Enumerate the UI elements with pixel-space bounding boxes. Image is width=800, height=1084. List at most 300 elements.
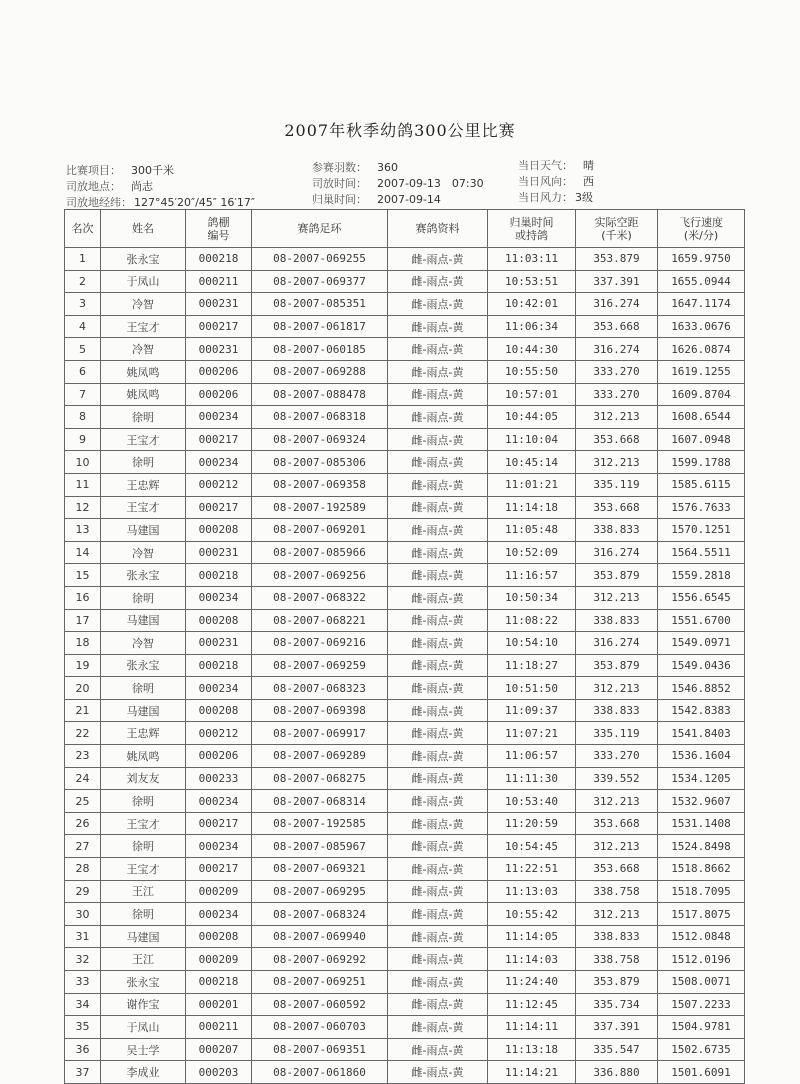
cell-rank: 19 — [65, 654, 101, 677]
cell-name: 王忠辉 — [101, 722, 186, 745]
table-row — [65, 315, 745, 338]
table-row — [65, 677, 745, 700]
cell-ring: 08-2007-069255 — [252, 248, 388, 271]
cell-time: 11:20:59 — [488, 812, 576, 835]
cell-distance: 353.668 — [576, 315, 658, 338]
cell-info: 雌-雨点-黄 — [388, 1038, 488, 1061]
cell-distance: 312.213 — [576, 586, 658, 609]
cell-rank: 37 — [65, 1061, 101, 1084]
cell-rank: 28 — [65, 858, 101, 881]
cell-distance: 335.119 — [576, 473, 658, 496]
cell-info: 雌-雨点-黄 — [388, 383, 488, 406]
table-row — [65, 767, 745, 790]
cell-time: 11:14:11 — [488, 1016, 576, 1039]
cell-name: 王宝才 — [101, 315, 186, 338]
cell-id: 000234 — [186, 903, 252, 926]
wind-force-label: 当日风力： — [518, 191, 573, 204]
cell-speed: 1512.0848 — [658, 925, 745, 948]
cell-speed: 1659.9750 — [658, 248, 745, 271]
cell-time: 11:24:40 — [488, 971, 576, 994]
cell-distance: 312.213 — [576, 903, 658, 926]
cell-id: 000203 — [186, 1061, 252, 1084]
weather-value: 晴 — [583, 159, 594, 172]
cell-info: 雌-雨点-黄 — [388, 564, 488, 587]
cell-name: 徐明 — [101, 790, 186, 813]
table-row — [65, 790, 745, 813]
event-label: 比赛项目： — [66, 164, 121, 177]
cell-distance: 339.552 — [576, 767, 658, 790]
cell-ring: 08-2007-069251 — [252, 971, 388, 994]
table-row — [65, 451, 745, 474]
cell-id: 000211 — [186, 1016, 252, 1039]
cell-speed: 1536.1604 — [658, 745, 745, 768]
table-row — [65, 722, 745, 745]
cell-info: 雌-雨点-黄 — [388, 677, 488, 700]
cell-name: 王宝才 — [101, 496, 186, 519]
table-row — [65, 360, 745, 383]
header-time: 归巢时间 或持鸽 — [488, 210, 576, 248]
cell-ring: 08-2007-069917 — [252, 722, 388, 745]
cell-ring: 08-2007-069321 — [252, 858, 388, 881]
cell-info: 雌-雨点-黄 — [388, 812, 488, 835]
cell-id: 000231 — [186, 338, 252, 361]
cell-rank: 34 — [65, 993, 101, 1016]
cell-rank: 18 — [65, 632, 101, 655]
cell-rank: 17 — [65, 609, 101, 632]
cell-distance: 338.833 — [576, 609, 658, 632]
cell-rank: 11 — [65, 473, 101, 496]
cell-speed: 1608.6544 — [658, 406, 745, 429]
table-row — [65, 858, 745, 881]
cell-distance: 338.833 — [576, 925, 658, 948]
cell-id: 000208 — [186, 699, 252, 722]
cell-id: 000208 — [186, 609, 252, 632]
cell-time: 11:18:27 — [488, 654, 576, 677]
cell-ring: 08-2007-069289 — [252, 745, 388, 768]
return-time-info — [312, 191, 441, 207]
header-rank: 名次 — [65, 210, 101, 248]
cell-info: 雌-雨点-黄 — [388, 360, 488, 383]
cell-info: 雌-雨点-黄 — [388, 609, 488, 632]
cell-name: 张永宝 — [101, 654, 186, 677]
cell-speed: 1576.7633 — [658, 496, 745, 519]
cell-distance: 335.734 — [576, 993, 658, 1016]
cell-id: 000218 — [186, 248, 252, 271]
cell-ring: 08-2007-085306 — [252, 451, 388, 474]
cell-time: 10:55:50 — [488, 360, 576, 383]
cell-distance: 338.833 — [576, 699, 658, 722]
cell-info: 雌-雨点-黄 — [388, 541, 488, 564]
cell-name: 徐明 — [101, 586, 186, 609]
cell-rank: 21 — [65, 699, 101, 722]
cell-time: 10:53:40 — [488, 790, 576, 813]
cell-ring: 08-2007-069292 — [252, 948, 388, 971]
table-row — [65, 383, 745, 406]
cell-distance: 353.879 — [576, 654, 658, 677]
cell-name: 李成业 — [101, 1061, 186, 1084]
cell-speed: 1517.8075 — [658, 903, 745, 926]
table-row — [65, 248, 745, 271]
cell-distance: 337.391 — [576, 1016, 658, 1039]
cell-name: 吴士学 — [101, 1038, 186, 1061]
cell-time: 11:12:45 — [488, 993, 576, 1016]
table-row — [65, 699, 745, 722]
table-row — [65, 903, 745, 926]
cell-distance: 333.270 — [576, 383, 658, 406]
cell-ring: 08-2007-069256 — [252, 564, 388, 587]
cell-rank: 26 — [65, 812, 101, 835]
cell-distance: 353.668 — [576, 858, 658, 881]
cell-info: 雌-雨点-黄 — [388, 496, 488, 519]
cell-info: 雌-雨点-黄 — [388, 745, 488, 768]
cell-time: 11:13:03 — [488, 880, 576, 903]
cell-rank: 7 — [65, 383, 101, 406]
cell-speed: 1507.2233 — [658, 993, 745, 1016]
table-row — [65, 496, 745, 519]
cell-id: 000234 — [186, 406, 252, 429]
cell-name: 王宝才 — [101, 858, 186, 881]
cell-name: 张永宝 — [101, 248, 186, 271]
cell-info: 雌-雨点-黄 — [388, 451, 488, 474]
cell-info: 雌-雨点-黄 — [388, 428, 488, 451]
cell-id: 000209 — [186, 948, 252, 971]
cell-ring: 08-2007-069216 — [252, 632, 388, 655]
cell-info: 雌-雨点-黄 — [388, 971, 488, 994]
cell-time: 11:22:51 — [488, 858, 576, 881]
cell-rank: 12 — [65, 496, 101, 519]
cell-distance: 316.274 — [576, 338, 658, 361]
cell-speed: 1532.9607 — [658, 790, 745, 813]
cell-speed: 1626.0874 — [658, 338, 745, 361]
table-row — [65, 406, 745, 429]
cell-info: 雌-雨点-黄 — [388, 315, 488, 338]
entries-value: 360 — [377, 161, 398, 174]
table-row — [65, 564, 745, 587]
cell-ring: 08-2007-060185 — [252, 338, 388, 361]
cell-info: 雌-雨点-黄 — [388, 948, 488, 971]
cell-speed: 1546.8852 — [658, 677, 745, 700]
event-value: 300千米 — [131, 164, 174, 177]
table-row — [65, 971, 745, 994]
table-row — [65, 745, 745, 768]
cell-id: 000218 — [186, 654, 252, 677]
cell-speed: 1541.8403 — [658, 722, 745, 745]
cell-distance: 312.213 — [576, 790, 658, 813]
cell-name: 王江 — [101, 880, 186, 903]
cell-time: 11:13:18 — [488, 1038, 576, 1061]
cell-distance: 335.119 — [576, 722, 658, 745]
cell-distance: 338.758 — [576, 948, 658, 971]
cell-time: 11:01:21 — [488, 473, 576, 496]
cell-name: 徐明 — [101, 835, 186, 858]
table-row — [65, 519, 745, 542]
cell-speed: 1502.6735 — [658, 1038, 745, 1061]
wind-direction-value: 西 — [583, 175, 594, 188]
coords-info — [66, 194, 255, 210]
cell-id: 000233 — [186, 767, 252, 790]
cell-time: 11:06:57 — [488, 745, 576, 768]
cell-distance: 312.213 — [576, 677, 658, 700]
cell-rank: 1 — [65, 248, 101, 271]
cell-id: 000206 — [186, 360, 252, 383]
cell-ring: 08-2007-069324 — [252, 428, 388, 451]
cell-info: 雌-雨点-黄 — [388, 654, 488, 677]
cell-distance: 353.668 — [576, 428, 658, 451]
cell-name: 徐明 — [101, 451, 186, 474]
cell-speed: 1508.0071 — [658, 971, 745, 994]
cell-speed: 1559.2818 — [658, 564, 745, 587]
cell-ring: 08-2007-069259 — [252, 654, 388, 677]
cell-time: 10:42:01 — [488, 293, 576, 316]
cell-time: 11:14:03 — [488, 948, 576, 971]
cell-name: 徐明 — [101, 406, 186, 429]
cell-time: 10:44:30 — [488, 338, 576, 361]
cell-info: 雌-雨点-黄 — [388, 473, 488, 496]
cell-id: 000217 — [186, 496, 252, 519]
wind-force-info — [518, 189, 593, 205]
cell-name: 马建国 — [101, 609, 186, 632]
cell-time: 10:44:05 — [488, 406, 576, 429]
cell-distance: 316.274 — [576, 293, 658, 316]
cell-rank: 2 — [65, 270, 101, 293]
cell-id: 000217 — [186, 315, 252, 338]
cell-time: 10:54:45 — [488, 835, 576, 858]
cell-rank: 36 — [65, 1038, 101, 1061]
cell-time: 10:55:42 — [488, 903, 576, 926]
release-time-label: 司放时间： — [312, 177, 367, 190]
cell-id: 000208 — [186, 519, 252, 542]
cell-ring: 08-2007-085351 — [252, 293, 388, 316]
cell-ring: 08-2007-061860 — [252, 1061, 388, 1084]
table-row — [65, 1061, 745, 1084]
cell-name: 马建国 — [101, 925, 186, 948]
cell-ring: 08-2007-069398 — [252, 699, 388, 722]
cell-speed: 1504.9781 — [658, 1016, 745, 1039]
cell-distance: 316.274 — [576, 541, 658, 564]
cell-info: 雌-雨点-黄 — [388, 903, 488, 926]
cell-info: 雌-雨点-黄 — [388, 586, 488, 609]
table-row — [65, 609, 745, 632]
cell-ring: 08-2007-088478 — [252, 383, 388, 406]
table-row — [65, 880, 745, 903]
cell-id: 000207 — [186, 1038, 252, 1061]
cell-speed: 1564.5511 — [658, 541, 745, 564]
wind-force-value: 3级 — [575, 191, 593, 204]
cell-ring: 08-2007-069940 — [252, 925, 388, 948]
cell-name: 冷智 — [101, 338, 186, 361]
cell-speed: 1549.0971 — [658, 632, 745, 655]
cell-ring: 08-2007-069201 — [252, 519, 388, 542]
cell-ring: 08-2007-192589 — [252, 496, 388, 519]
cell-speed: 1619.1255 — [658, 360, 745, 383]
cell-ring: 08-2007-068324 — [252, 903, 388, 926]
cell-rank: 29 — [65, 880, 101, 903]
cell-info: 雌-雨点-黄 — [388, 293, 488, 316]
cell-ring: 08-2007-069288 — [252, 360, 388, 383]
cell-id: 000217 — [186, 812, 252, 835]
cell-distance: 353.668 — [576, 496, 658, 519]
cell-info: 雌-雨点-黄 — [388, 835, 488, 858]
cell-rank: 9 — [65, 428, 101, 451]
cell-name: 于凤山 — [101, 270, 186, 293]
cell-time: 11:05:48 — [488, 519, 576, 542]
entries-info — [312, 159, 398, 175]
cell-time: 11:07:21 — [488, 722, 576, 745]
document-title: 2007年秋季幼鸽300公里比赛 — [284, 121, 516, 140]
cell-info: 雌-雨点-黄 — [388, 767, 488, 790]
cell-ring: 08-2007-192585 — [252, 812, 388, 835]
cell-name: 王江 — [101, 948, 186, 971]
table-row — [65, 1038, 745, 1061]
cell-ring: 08-2007-068323 — [252, 677, 388, 700]
cell-speed: 1655.0944 — [658, 270, 745, 293]
wind-direction-label: 当日风向： — [518, 175, 573, 188]
coords-label: 司放地经纬： — [66, 196, 132, 209]
cell-distance: 312.213 — [576, 835, 658, 858]
cell-ring: 08-2007-068221 — [252, 609, 388, 632]
table-row — [65, 993, 745, 1016]
cell-speed: 1551.6700 — [658, 609, 745, 632]
cell-info: 雌-雨点-黄 — [388, 519, 488, 542]
cell-time: 10:45:14 — [488, 451, 576, 474]
cell-speed: 1556.6545 — [658, 586, 745, 609]
cell-speed: 1524.8498 — [658, 835, 745, 858]
cell-time: 10:57:01 — [488, 383, 576, 406]
cell-name: 张永宝 — [101, 564, 186, 587]
cell-id: 000212 — [186, 722, 252, 745]
cell-distance: 312.213 — [576, 406, 658, 429]
cell-ring: 08-2007-069351 — [252, 1038, 388, 1061]
weather-info — [518, 157, 594, 173]
cell-speed: 1518.7095 — [658, 880, 745, 903]
cell-speed: 1518.8662 — [658, 858, 745, 881]
cell-time: 11:14:18 — [488, 496, 576, 519]
cell-speed: 1633.0676 — [658, 315, 745, 338]
cell-ring: 08-2007-061817 — [252, 315, 388, 338]
cell-id: 000234 — [186, 586, 252, 609]
cell-id: 000234 — [186, 835, 252, 858]
cell-speed: 1585.6115 — [658, 473, 745, 496]
release-time-info — [312, 175, 484, 191]
cell-speed: 1607.0948 — [658, 428, 745, 451]
cell-ring: 08-2007-085966 — [252, 541, 388, 564]
cell-info: 雌-雨点-黄 — [388, 1016, 488, 1039]
cell-time: 11:14:21 — [488, 1061, 576, 1084]
cell-distance: 353.879 — [576, 564, 658, 587]
release-site-label: 司放地点： — [66, 180, 121, 193]
cell-time: 11:09:37 — [488, 699, 576, 722]
cell-rank: 35 — [65, 1016, 101, 1039]
cell-time: 11:14:05 — [488, 925, 576, 948]
header-ring: 赛鸽足环 — [252, 210, 388, 248]
cell-distance: 333.270 — [576, 360, 658, 383]
cell-id: 000231 — [186, 632, 252, 655]
cell-speed: 1542.8383 — [658, 699, 745, 722]
cell-rank: 27 — [65, 835, 101, 858]
cell-id: 000218 — [186, 564, 252, 587]
cell-rank: 30 — [65, 903, 101, 926]
table-row — [65, 925, 745, 948]
cell-rank: 4 — [65, 315, 101, 338]
event-info — [66, 162, 174, 178]
table-row — [65, 270, 745, 293]
cell-distance: 353.879 — [576, 971, 658, 994]
cell-rank: 31 — [65, 925, 101, 948]
table-header-row — [65, 210, 745, 248]
cell-time: 10:51:50 — [488, 677, 576, 700]
cell-info: 雌-雨点-黄 — [388, 248, 488, 271]
cell-time: 10:50:34 — [488, 586, 576, 609]
cell-info: 雌-雨点-黄 — [388, 858, 488, 881]
table-row — [65, 812, 745, 835]
cell-info: 雌-雨点-黄 — [388, 406, 488, 429]
header-id: 鸽棚 编号 — [186, 210, 252, 248]
cell-name: 马建国 — [101, 519, 186, 542]
cell-rank: 5 — [65, 338, 101, 361]
release-site-info — [66, 178, 153, 194]
cell-speed: 1501.6091 — [658, 1061, 745, 1084]
cell-rank: 23 — [65, 745, 101, 768]
cell-time: 10:53:51 — [488, 270, 576, 293]
cell-ring: 08-2007-068275 — [252, 767, 388, 790]
cell-name: 于凤山 — [101, 1016, 186, 1039]
results-table — [64, 209, 745, 1084]
cell-rank: 24 — [65, 767, 101, 790]
cell-name: 姚凤鸣 — [101, 745, 186, 768]
cell-name: 冷智 — [101, 632, 186, 655]
table-row — [65, 338, 745, 361]
cell-rank: 10 — [65, 451, 101, 474]
cell-speed: 1531.1408 — [658, 812, 745, 835]
cell-id: 000206 — [186, 745, 252, 768]
cell-name: 徐明 — [101, 903, 186, 926]
header-speed: 飞行速度 (米/分) — [658, 210, 745, 248]
cell-distance: 353.879 — [576, 248, 658, 271]
cell-distance: 338.833 — [576, 519, 658, 542]
cell-ring: 08-2007-060703 — [252, 1016, 388, 1039]
cell-distance: 316.274 — [576, 632, 658, 655]
table-row — [65, 293, 745, 316]
cell-time: 11:03:11 — [488, 248, 576, 271]
cell-time: 11:08:22 — [488, 609, 576, 632]
table-row — [65, 428, 745, 451]
cell-distance: 335.547 — [576, 1038, 658, 1061]
cell-id: 000206 — [186, 383, 252, 406]
cell-id: 000231 — [186, 541, 252, 564]
return-time-label: 归巢时间： — [312, 193, 367, 206]
cell-info: 雌-雨点-黄 — [388, 270, 488, 293]
cell-name: 张永宝 — [101, 971, 186, 994]
cell-ring: 08-2007-060592 — [252, 993, 388, 1016]
cell-ring: 08-2007-068318 — [252, 406, 388, 429]
cell-name: 马建国 — [101, 699, 186, 722]
cell-ring: 08-2007-085967 — [252, 835, 388, 858]
cell-rank: 20 — [65, 677, 101, 700]
cell-name: 谢作宝 — [101, 993, 186, 1016]
cell-ring: 08-2007-069377 — [252, 270, 388, 293]
cell-info: 雌-雨点-黄 — [388, 1061, 488, 1084]
cell-name: 王宝才 — [101, 428, 186, 451]
header-info: 赛鸽资料 — [388, 210, 488, 248]
cell-speed: 1609.8704 — [658, 383, 745, 406]
cell-speed: 1599.1788 — [658, 451, 745, 474]
table-row — [65, 654, 745, 677]
return-time-value: 2007-09-14 — [377, 193, 441, 206]
table-row — [65, 948, 745, 971]
cell-info: 雌-雨点-黄 — [388, 790, 488, 813]
cell-rank: 15 — [65, 564, 101, 587]
cell-id: 000212 — [186, 473, 252, 496]
